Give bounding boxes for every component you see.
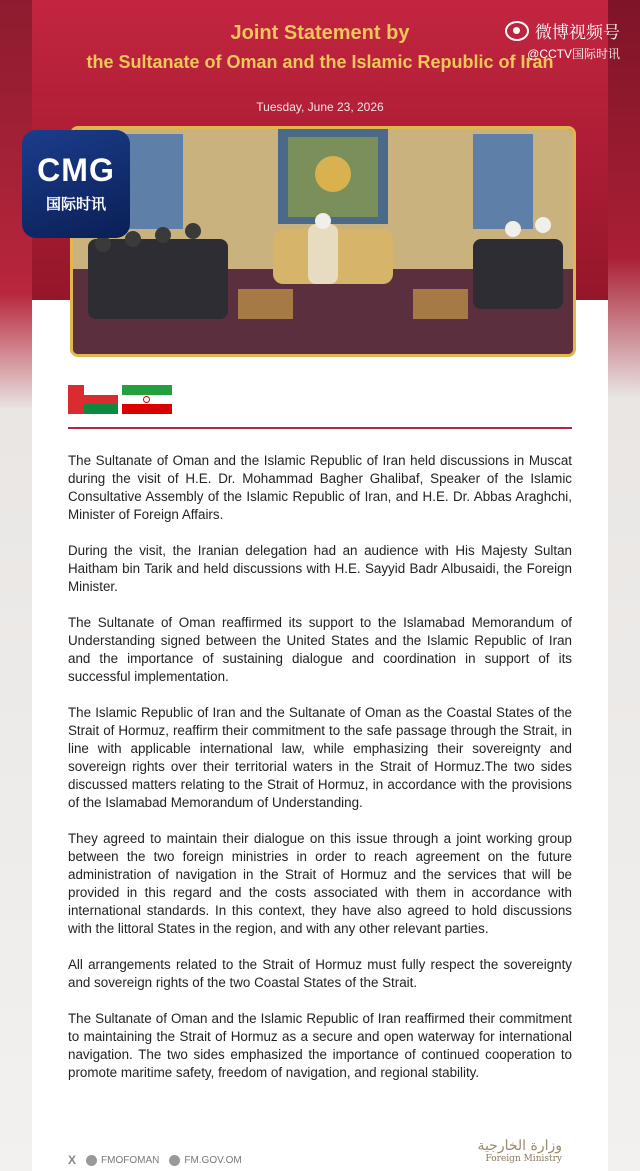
footer-website[interactable]: FM.GOV.OM <box>169 1155 241 1166</box>
x-icon[interactable]: X <box>68 1153 77 1167</box>
weibo-watermark <box>505 18 620 62</box>
footer-social <box>68 1153 242 1167</box>
weibo-label: 微博视频号 <box>535 23 620 42</box>
paragraph: The Sultanate of Oman and the Islamic Republic of Iran held discussions in Muscat during the visit of H.E. Dr. Mohammad Bagher Ghalibaf, Speaker of the Islamic Consultative Assembly of the Islamic Republic of Iran, and H.E. Dr. Abbas Araghchi, Minister of Foreign Affairs. <box>68 453 572 522</box>
title-line-2: the Sultanate of Oman and the Islamic Republic of Iran <box>86 52 554 72</box>
paragraph: All arrangements related to the Strait of Hormuz must fully respect the sovereignty and sovereign rights of the two Coastal States of the Strait. <box>68 957 572 990</box>
foreign-ministry-logo <box>477 1138 562 1164</box>
footer-handle[interactable]: FMOFOMAN <box>86 1155 159 1166</box>
statement-date: Tuesday, June 23, 2026 <box>256 100 384 114</box>
globe-icon <box>169 1155 180 1166</box>
iran-flag-icon <box>122 385 172 414</box>
flags-row <box>68 385 172 414</box>
cmg-subtitle: 国际时讯 <box>45 196 106 213</box>
oman-flag-icon <box>68 385 118 414</box>
paragraph: They agreed to maintain their dialogue on this issue through a joint working group between the two foreign ministries in order to reach agreement on the future administration of navigation in the Strait of Hormuz and the services that will be provided in this regard and the costs associated with them in accordance with international standards. In this context, they have also agreed to hold discussions with the littoral States in the region, and with any other relevant parties. <box>68 831 572 936</box>
instagram-icon <box>86 1155 97 1166</box>
meeting-photo-illustration <box>73 129 573 354</box>
weibo-eye-icon <box>505 21 529 41</box>
paragraph: The Islamic Republic of Iran and the Sultanate of Oman as the Coastal States of the Strait of Hormuz, reaffirm their commitment to the safe passage through the Strait, in line with applicable international law, while emphasizing their sovereignty and sovereign rights over their territorial waters in the Strait of Hormuz.The two sides discussed matters relating to the Strait of Hormuz, in accordance with the provisions of the Islamabad Memorandum of Understanding. <box>68 705 572 810</box>
paragraph: During the visit, the Iranian delegation had an audience with His Majesty Sultan Haitham bin Tarik and held discussions with H.E. Sayyid Badr Albusaidi, the Foreign Minister. <box>68 543 572 594</box>
logo-arabic-text: وزارة الخارجية <box>477 1138 562 1154</box>
weibo-account: @CCTV国际时讯 <box>527 47 620 61</box>
paragraph: The Sultanate of Oman reaffirmed its support to the Islamabad Memorandum of Understanding signed between the United States and the Islamic Republic of Iran and the importance of sustaining dialogue and coordination in support of its successful implementation. <box>68 615 572 684</box>
divider-rule <box>68 427 572 429</box>
logo-english-text: Foreign Ministry <box>485 1154 562 1164</box>
meeting-photo <box>70 126 576 357</box>
paragraph: The Sultanate of Oman and the Islamic Republic of Iran reaffirmed their commitment to maintaining the Strait of Hormuz as a secure and open waterway for international navigation. The two sides emphasized the importance of continued cooperation to promote maritime safety, freedom of navigation, and regional stability. <box>68 1011 572 1080</box>
title-line-1: Joint Statement by <box>230 22 410 44</box>
right-background-strip <box>608 0 640 1171</box>
cmg-badge-logo <box>22 130 130 238</box>
statement-body <box>68 452 572 1100</box>
cmg-name: CMG <box>37 152 115 188</box>
